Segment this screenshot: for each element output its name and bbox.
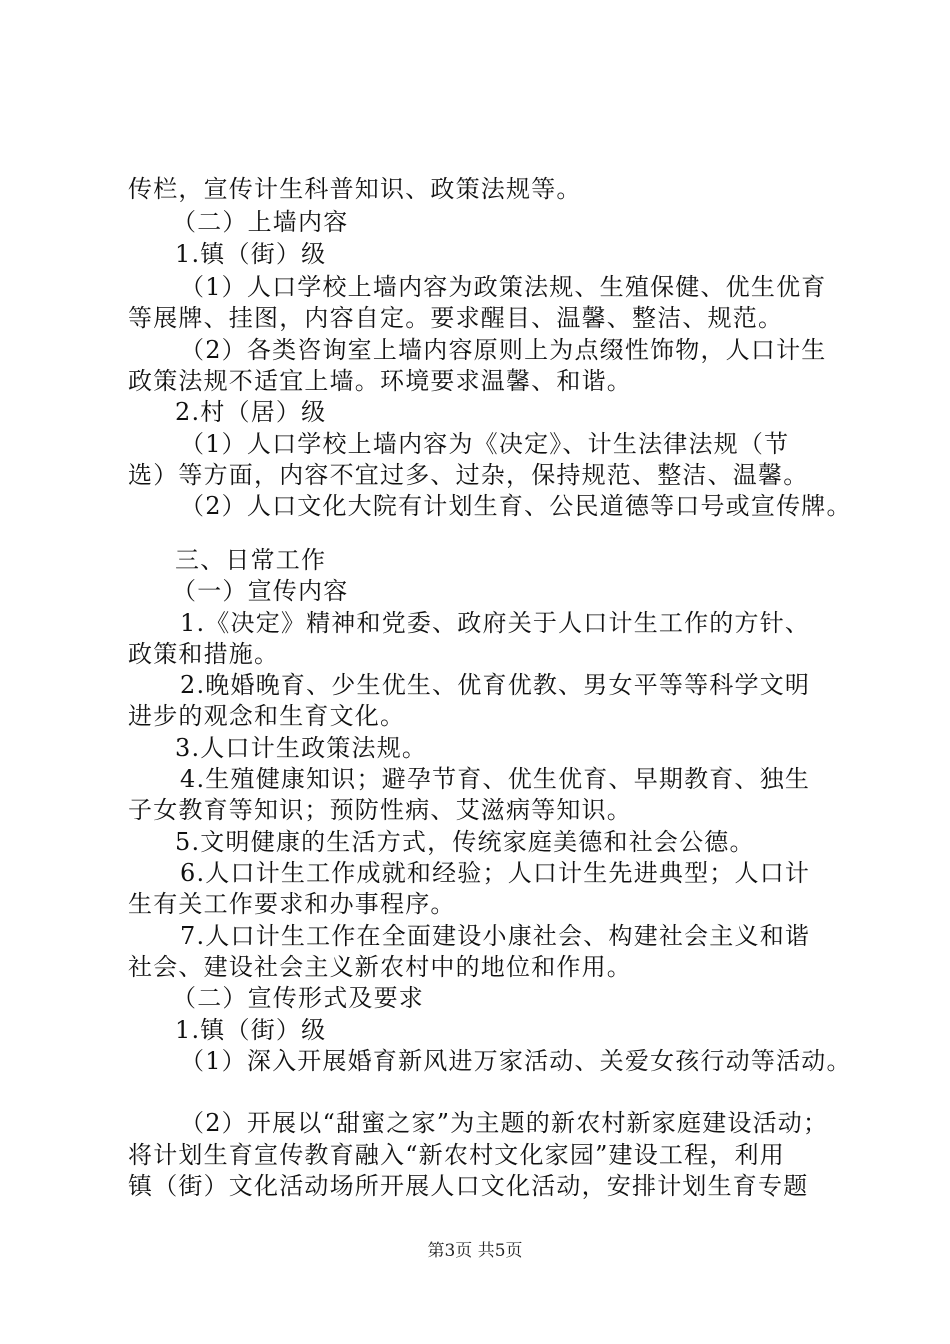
text-line: 社会、建设社会主义新农村中的地位和作用。 <box>128 953 632 981</box>
text-line: 将计划生育宣传教育融入“新农村文化家园”建设工程，利用 <box>128 1141 785 1169</box>
text-line: 2.晚婚晚育、少生优生、优育优教、男女平等等科学文明 <box>180 671 811 699</box>
text-line: （2）开展以“甜蜜之家”为主题的新农村新家庭建设活动； <box>180 1109 829 1137</box>
text-line: （1）深入开展婚育新风进万家活动、关爱女孩行动等活动。 <box>180 1047 852 1075</box>
text-line: 生有关工作要求和办事程序。 <box>128 890 456 918</box>
subsection-heading: 2.村（居）级 <box>175 398 327 426</box>
text-line: 7.人口计生工作在全面建设小康社会、构建社会主义和谐 <box>180 922 811 950</box>
subsection-heading: （二）宣传形式及要求 <box>172 984 424 1012</box>
text-line: 6.人口计生工作成就和经验；人口计生先进典型；人口计 <box>180 859 811 887</box>
text-line: （1）人口学校上墙内容为《决定》、计生法律法规（节 <box>180 430 790 458</box>
text-line: 传栏，宣传计生科普知识、政策法规等。 <box>128 175 582 203</box>
text-line: 等展牌、挂图，内容自定。要求醒目、温馨、整洁、规范。 <box>128 304 784 332</box>
text-line: 4.生殖健康知识；避孕节育、优生优育、早期教育、独生 <box>180 765 811 793</box>
text-line: 镇（街）文化活动场所开展人口文化活动，安排计划生育专题 <box>128 1172 809 1200</box>
subsection-heading: 1.镇（街）级 <box>175 1016 327 1044</box>
text-line: （2）各类咨询室上墙内容原则上为点缀性饰物，人口计生 <box>180 336 827 364</box>
subsection-heading: 1.镇（街）级 <box>175 240 327 268</box>
page-footer: 第3页 共5页 <box>427 1241 523 1261</box>
text-line: 1.《决定》精神和党委、政府关于人口计生工作的方针、 <box>180 609 811 637</box>
section-heading: 三、日常工作 <box>175 546 327 574</box>
text-line: 进步的观念和生育文化。 <box>128 702 406 730</box>
text-line: 政策法规不适宜上墙。环境要求温馨、和谐。 <box>128 367 632 395</box>
text-line: 选）等方面，内容不宜过多、过杂，保持规范、整洁、温馨。 <box>128 461 809 489</box>
text-line: 政策和措施。 <box>128 640 280 668</box>
text-line: 5.文明健康的生活方式，传统家庭美德和社会公德。 <box>175 828 755 856</box>
text-line: （2）人口文化大院有计划生育、公民道德等口号或宣传牌。 <box>180 492 852 520</box>
subsection-heading: （一）宣传内容 <box>172 577 349 605</box>
section-heading: （二）上墙内容 <box>172 208 349 236</box>
text-line: 子女教育等知识；预防性病、艾滋病等知识。 <box>128 796 632 824</box>
text-line: （1）人口学校上墙内容为政策法规、生殖保健、优生优育 <box>180 273 827 301</box>
text-line: 3.人口计生政策法规。 <box>175 734 428 762</box>
